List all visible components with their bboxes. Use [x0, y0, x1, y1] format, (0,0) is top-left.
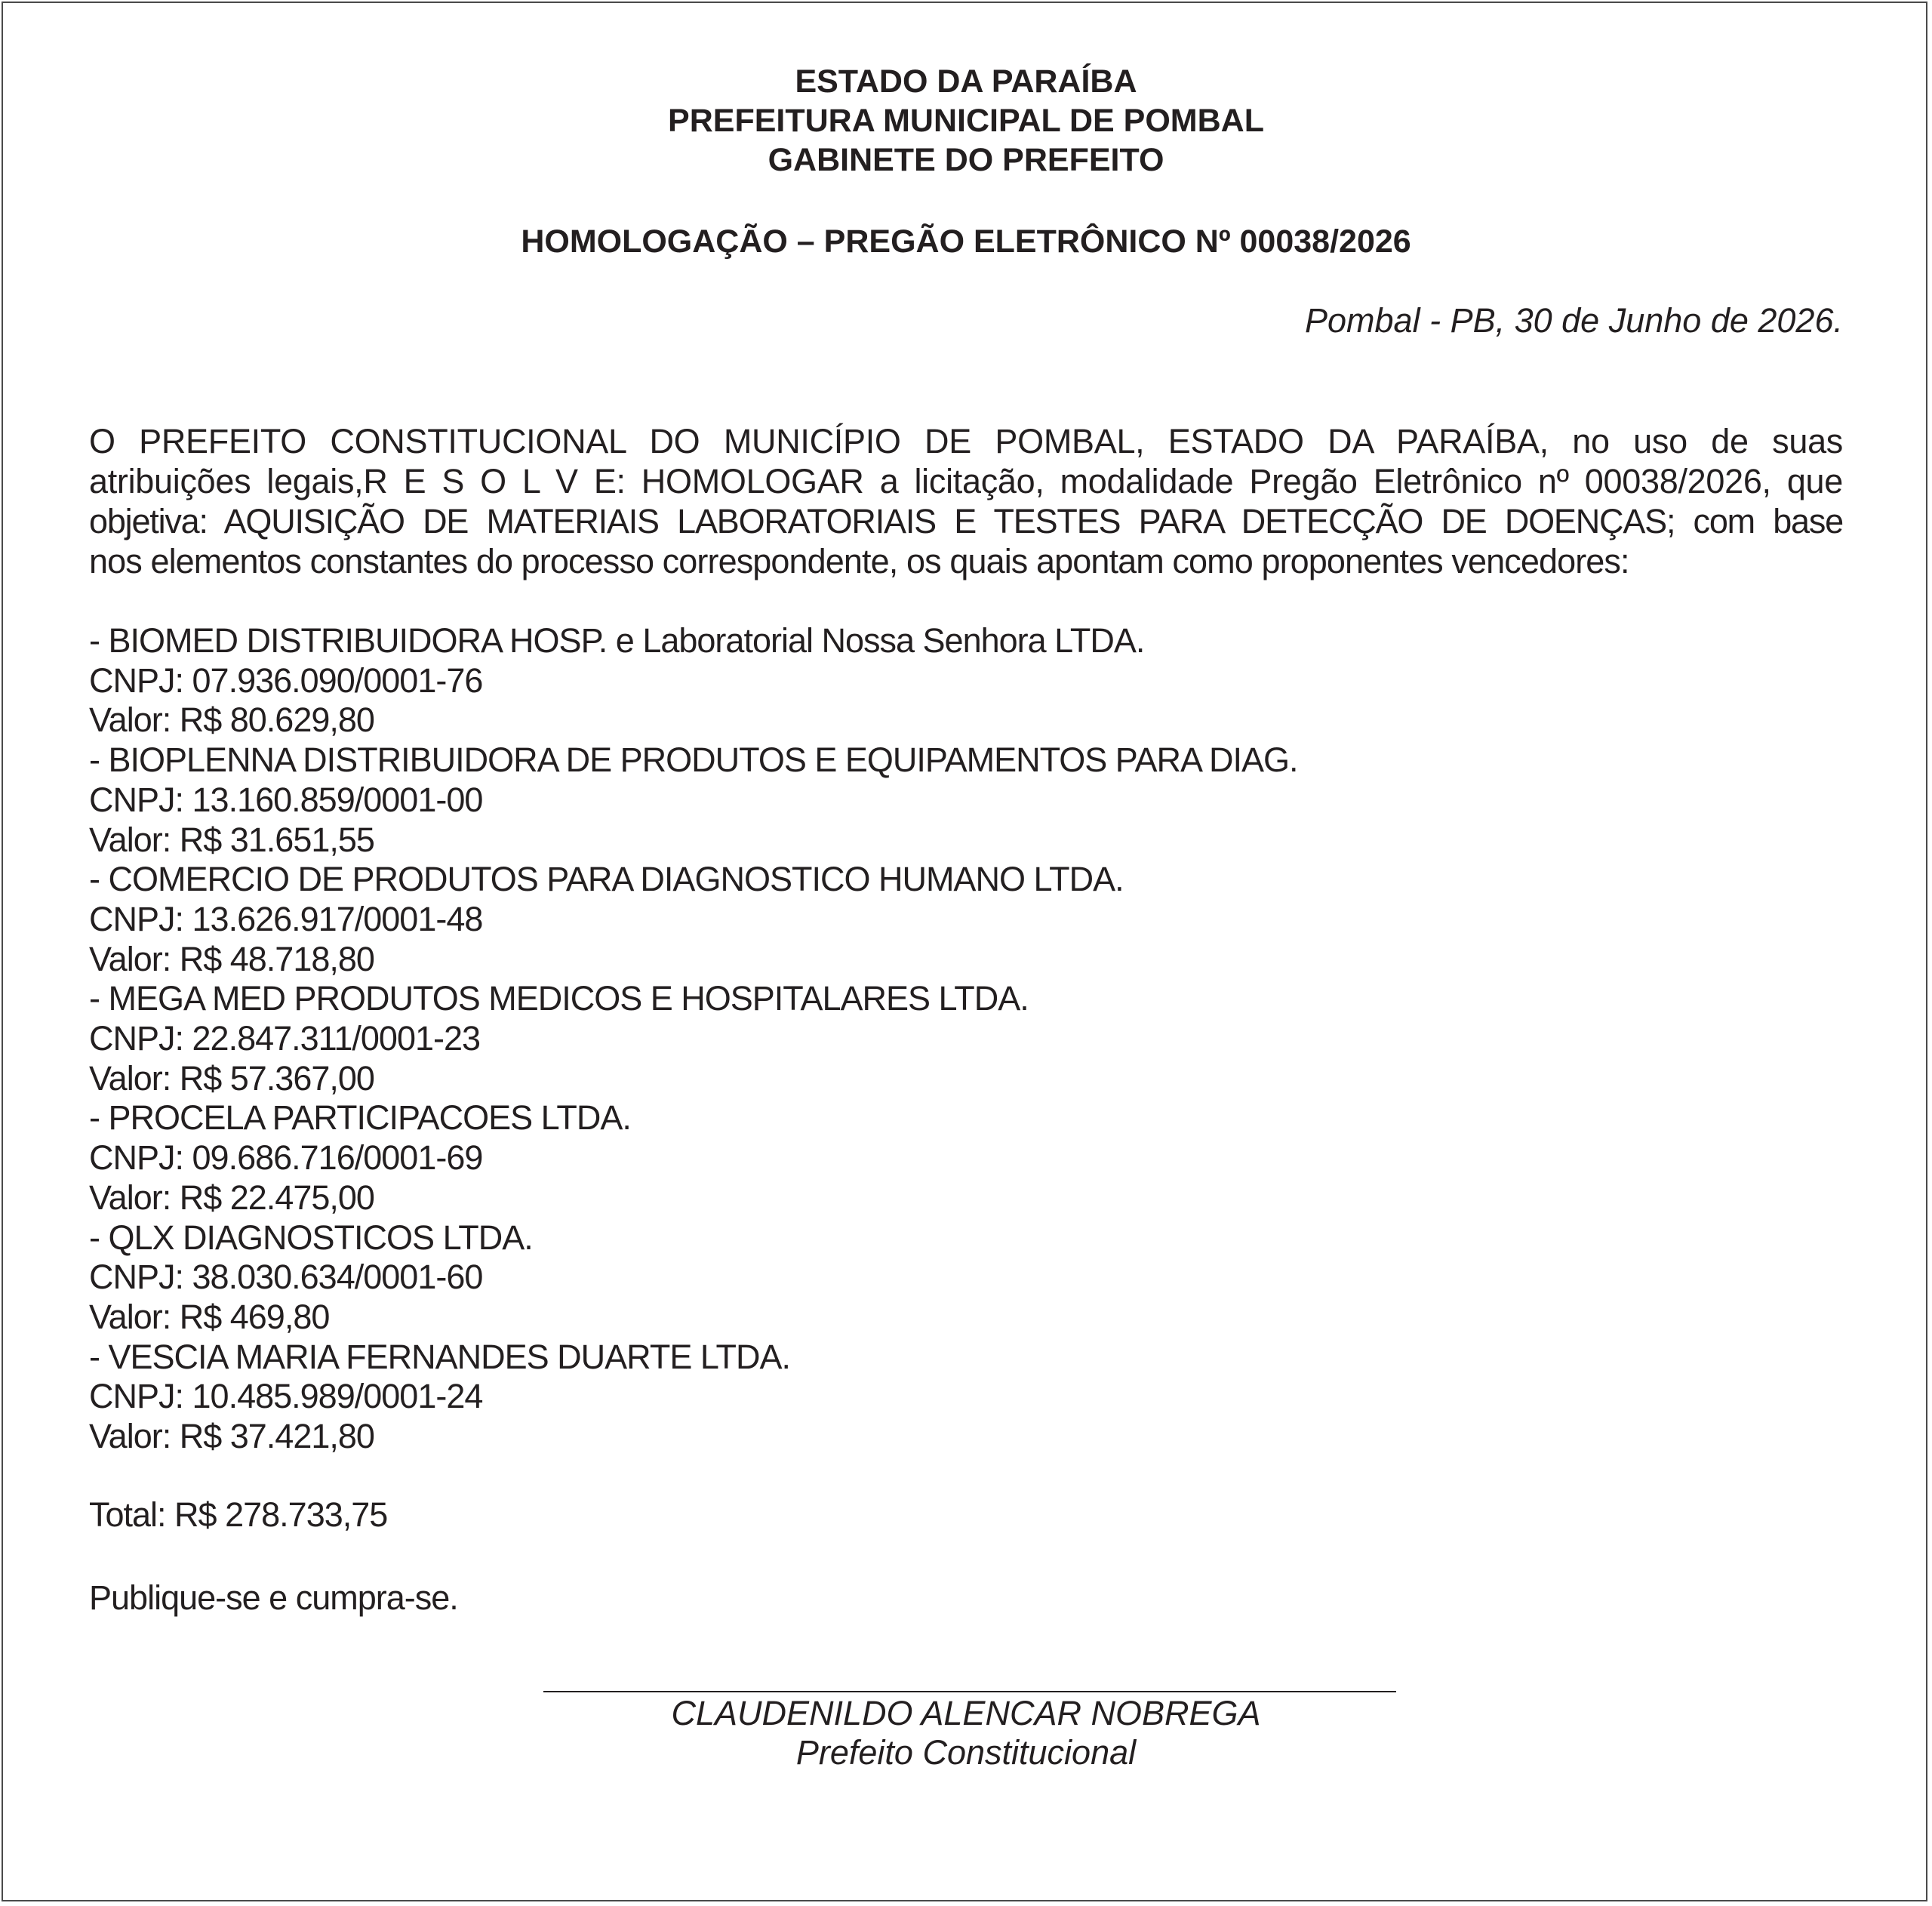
winner-cnpj: CNPJ: 09.686.716/0001-69 — [89, 1138, 483, 1178]
winner-name: - COMERCIO DE PRODUTOS PARA DIAGNOSTICO HUMANO LTDA. — [89, 860, 1124, 899]
signer-role: Prefeito Constitucional — [795, 1733, 1137, 1772]
paragraph-line: nos elementos constantes do processo correspondente, os quais apontam como proponentes vencedores: — [89, 542, 1629, 580]
document-title: HOMOLOGAÇÃO – PREGÃO ELETRÔNICO Nº 00038/2026 — [521, 223, 1411, 260]
closing-statement: Publique-se e cumpra-se. — [89, 1578, 458, 1617]
winner-cnpj: CNPJ: 13.160.859/0001-00 — [89, 780, 483, 819]
winner-name: - VESCIA MARIA FERNANDES DUARTE LTDA. — [89, 1337, 791, 1376]
winner-cnpj: CNPJ: 22.847.311/0001-23 — [89, 1019, 481, 1058]
winner-value: Valor: R$ 37.421,80 — [89, 1417, 374, 1456]
winner-entry — [89, 741, 1843, 860]
winner-name: - PROCELA PARTICIPACOES LTDA. — [89, 1098, 631, 1138]
winner-name: - BIOMED DISTRIBUIDORA HOSP. e Laboratorial Nossa Senhora LTDA. — [89, 621, 1145, 660]
signature-block — [0, 1694, 1932, 1772]
winner-cnpj: CNPJ: 13.626.917/0001-48 — [89, 899, 483, 938]
winner-value: Valor: R$ 48.718,80 — [89, 939, 374, 978]
winner-entry — [89, 860, 1843, 979]
winner-value: Valor: R$ 31.651,55 — [89, 820, 374, 859]
winner-cnpj: CNPJ: 10.485.989/0001-24 — [89, 1377, 483, 1416]
winners-list — [89, 621, 1843, 1457]
winner-name: - MEGA MED PRODUTOS MEDICOS E HOSPITALARES LTDA. — [89, 979, 1029, 1018]
winner-entry — [89, 1338, 1843, 1457]
signer-name: CLAUDENILDO ALENCAR NOBREGA — [671, 1694, 1261, 1732]
paragraph-line: objetiva: AQUISIÇÃO DE MATERIAIS LABORATORIAIS E TESTES PARA DETECÇÃO DE DOENÇAS; com base — [89, 502, 1843, 540]
paragraph-line: atribuições legais,R E S O L V E: HOMOLOGAR a licitação, modalidade Pregão Eletrônico nº 00038/2026, que — [89, 462, 1843, 500]
winner-cnpj: CNPJ: 07.936.090/0001-76 — [89, 660, 483, 700]
place-and-date: Pombal - PB, 30 de Junho de 2026. — [1305, 301, 1843, 340]
winner-value: Valor: R$ 80.629,80 — [89, 701, 374, 740]
header-office: GABINETE DO PREFEITO — [768, 142, 1164, 178]
winner-name: - BIOPLENNA DISTRIBUIDORA DE PRODUTOS E EQUIPAMENTOS PARA DIAG. — [89, 741, 1298, 780]
header-municipality: PREFEITURA MUNICIPAL DE POMBAL — [668, 103, 1264, 139]
signature-line — [543, 1691, 1396, 1692]
winner-entry — [89, 621, 1843, 741]
header-state: ESTADO DA PARAÍBA — [795, 63, 1137, 100]
paragraph-line: O PREFEITO CONSTITUCIONAL DO MUNICÍPIO DE POMBAL, ESTADO DA PARAÍBA, no uso de suas — [89, 422, 1843, 460]
winner-entry — [89, 1218, 1843, 1338]
winner-entry — [89, 979, 1843, 1098]
winner-entry — [89, 1098, 1843, 1218]
winner-value: Valor: R$ 469,80 — [89, 1297, 330, 1336]
resolution-paragraph — [89, 421, 1843, 581]
winner-name: - QLX DIAGNOSTICOS LTDA. — [89, 1218, 533, 1257]
total-amount: Total: R$ 278.733,75 — [89, 1495, 388, 1534]
winner-value: Valor: R$ 22.475,00 — [89, 1178, 374, 1217]
document-header — [0, 62, 1932, 180]
winner-value: Valor: R$ 57.367,00 — [89, 1058, 374, 1098]
winner-cnpj: CNPJ: 38.030.634/0001-60 — [89, 1258, 483, 1297]
